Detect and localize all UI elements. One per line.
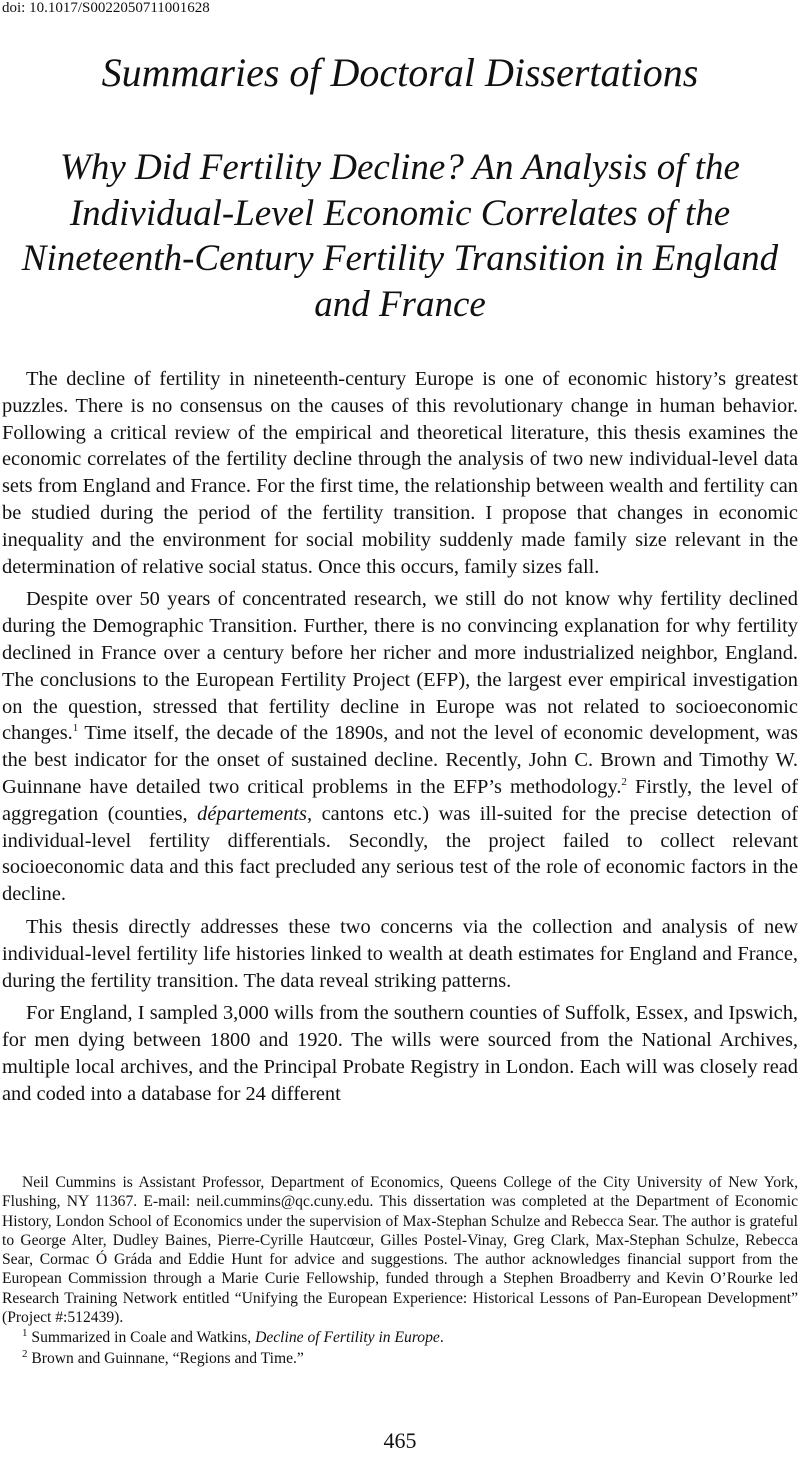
paragraph-2: [2, 586, 798, 908]
footnote-2-text: Brown and Guinnane, “Regions and Time.”: [27, 1349, 304, 1367]
paragraph-2-italic: départements: [197, 802, 307, 825]
footnotes-area: [2, 1173, 798, 1368]
paragraph-2-part-b: Time itself, the decade of the 1890s, and not the level of economic development, was the best indicator for the onset of sustained decline. Recently, John C. Brown and Timothy W. Guinnane have detailed two critical problems in the EFP’s methodology.: [2, 722, 798, 798]
doi-line: doi: 10.1017/S0022050711001628: [2, 0, 210, 16]
footnote-1-italic: Decline of Fertility in Europe: [255, 1329, 440, 1347]
footnote-2-number: 2: [22, 1347, 28, 1360]
paragraph-4: For England, I sampled 3,000 wills from the southern counties of Suffolk, Essex, and Ipswich, for men dying between 1800 and 1920. The wills were sourced from the National Archives, multiple local archives, and the Principal Probate Registry in London. Each will was closely read and coded into a database for 24 different: [2, 1002, 798, 1105]
footnote-2: [2, 1349, 798, 1368]
footnote-1-end: .: [439, 1329, 444, 1347]
footnote-ref-1[interactable]: 1: [72, 722, 79, 735]
section-title: Summaries of Doctoral Dissertations: [101, 50, 699, 95]
footnote-1-text: Summarized in Coale and Watkins,: [27, 1329, 256, 1347]
body-text: [2, 366, 798, 1114]
footnote-1: [2, 1328, 798, 1347]
footnote-1-number: 1: [22, 1327, 28, 1340]
page-number: 465: [383, 1428, 417, 1453]
paragraph-2-part-c: Firstly, the level of aggregation (counties,: [2, 775, 798, 825]
footnote-ref-2[interactable]: 2: [621, 776, 627, 789]
author-note: Neil Cummins is Assistant Professor, Department of Economics, Queens College of the City University of New York, Flushing, NY 11367. E-mail: neil.cummins@qc.cuny.edu. This dissertation was completed at the Department of Economic History, London School of Economics under the supervision of Max-Stephan Schulze and Rebecca Sear. The author is grateful to George Alter, Dudley Baines, Pierre-Cyrille Hautcœur, Gilles Postel-Vinay, Greg Clark, Max-Stephan Schulze, Rebecca Sear, Cormac Ó Gráda and Eddie Hunt for advice and suggestions. The author acknowledges financial support from the European Commission through a Marie Curie Fellowship, funded through a Stephen Broadberry and Kevin O’Rourke led Research Training Network entitled “Unifying the European Experience: Historical Lessons of Pan-European Development” (Project #:512439).: [2, 1174, 798, 1327]
paragraph-1: The decline of fertility in nineteenth-century Europe is one of economic history’s greatest puzzles. There is no consensus on the causes of this revolutionary change in human behavior. Following a critical review of the empirical and theoretical literature, this thesis examines the economic correlates of the fertility decline through the analysis of two new individual-level data sets from England and France. For the first time, the relationship between wealth and fertility can be studied during the period of the fertility transition. I propose that changes in economic inequality and the environment for social mobility suddenly made family size relevant in the determination of relative social status. Once this occurs, family sizes fall.: [2, 368, 798, 578]
article-title: Why Did Fertility Decline? An Analysis of the Individual-Level Economic Correlates of the Nineteenth-Century Fertility Transition in England and France: [21, 147, 779, 325]
paragraph-2-part-a: Despite over 50 years of concentrated research, we still do not know why fertility declined during the Demographic Transition. Further, there is no convincing explanation for why fertility declined in France over a century before her richer and more industrialized neighbor, England. The conclusions to the European Fertility Project (EFP), the largest ever empirical investigation on the question, stressed that fertility decline in Europe was not related to socioeconomic changes.: [2, 588, 798, 745]
paragraph-3: This thesis directly addresses these two concerns via the collection and analysis of new individual-level fertility life histories linked to wealth at death estimates for England and France, during the fertility transition. The data reveal striking patterns.: [2, 915, 798, 992]
paragraph-2-part-d: , cantons etc.) was ill-suited for the precise detection of individual-level fertility differentials. Secondly, the project failed to collect relevant socioeconomic data and this fact precluded any serious test of the role of economic factors in the decline.: [2, 802, 798, 906]
